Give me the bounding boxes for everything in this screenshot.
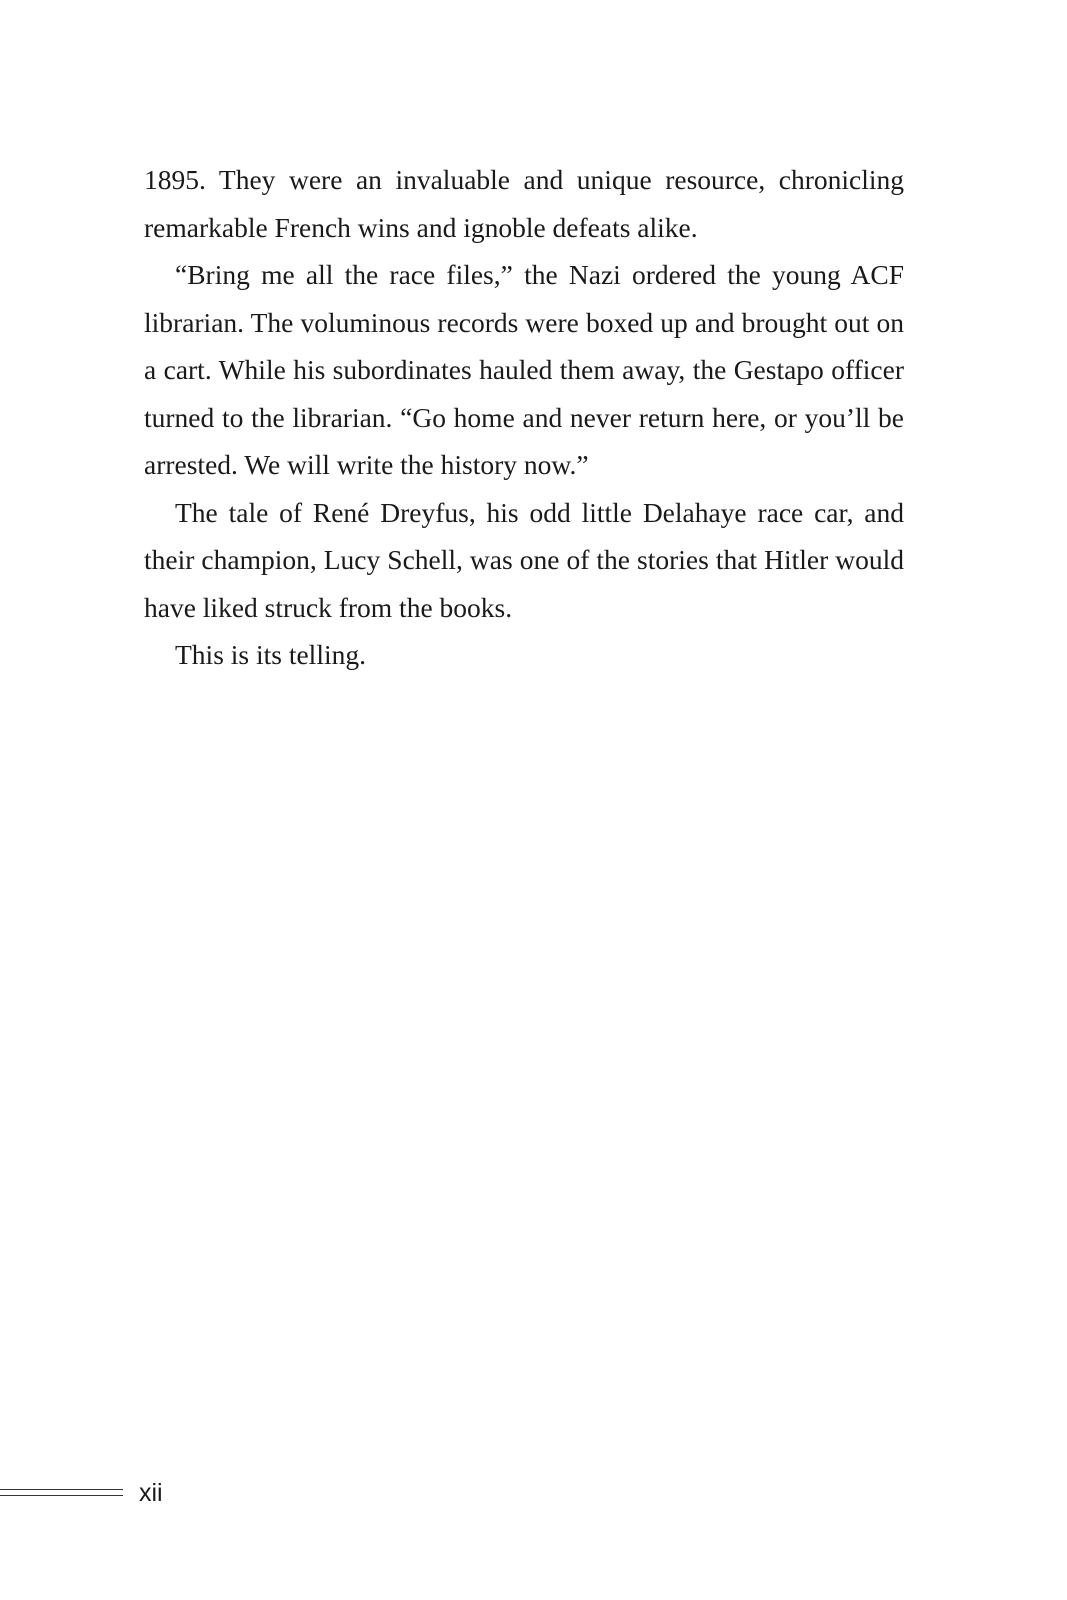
paragraph-race-files: “Bring me all the race files,” the Nazi ordered the young ACF librarian. The voluminous records were boxed up and brought out on a cart. While his subordinates hauled them away, the Gestapo officer turned to the librarian. “Go home and never return here, or you’ll be arrested. We will write the history now.”	[144, 259, 904, 480]
body-text	[144, 156, 904, 679]
paragraph-telling: This is its telling.	[175, 639, 366, 670]
footer-rule-top	[0, 1489, 123, 1490]
page-footer	[0, 1479, 300, 1522]
paragraph-tale: The tale of René Dreyfus, his odd little Delahaye race car, and their champion, Lucy Schell, was one of the stories that Hitler would have liked struck from the books.	[144, 496, 904, 623]
paragraph-continuation: 1895. They were an invaluable and unique resource, chronicling remarkable French wins and ignoble defeats alike.	[144, 164, 904, 243]
page-number: xii	[139, 1479, 163, 1507]
footer-rule-bottom	[0, 1495, 123, 1496]
